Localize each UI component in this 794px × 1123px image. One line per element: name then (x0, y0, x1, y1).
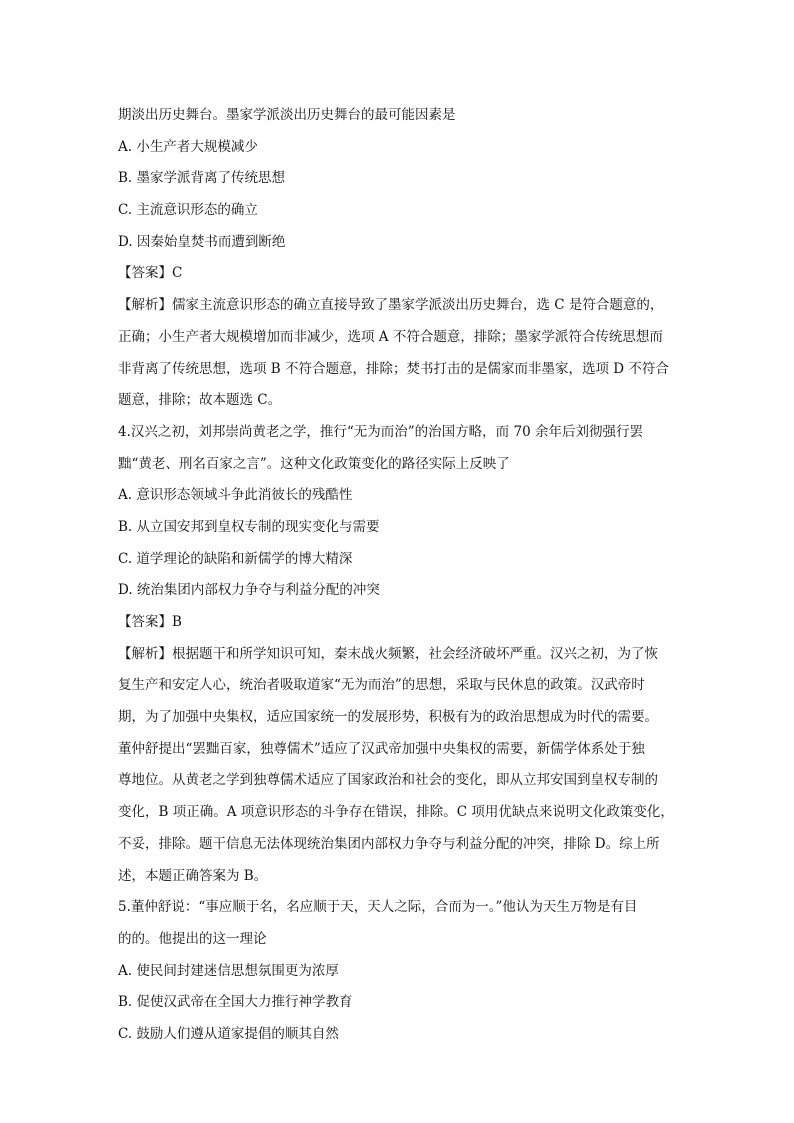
analysis-line: 述，本题正确答案为 B。 (118, 867, 268, 884)
document-page (118, 100, 678, 1051)
analysis-line: 期，为了加强中央集权，适应国家统一的发展形势，积极有为的政治思想成为时代的需要。 (118, 709, 658, 726)
option-c: C. 道学理论的缺陷和新儒学的博大精深 (118, 550, 353, 567)
option-b: B. 促使汉武帝在全国大力推行神学教育 (118, 994, 353, 1011)
analysis-line: 董仲舒提出“罢黜百家，独尊儒术”适应了汉武帝加强中央集权的需要，新儒学体系处于独 (118, 740, 645, 757)
option-c: C. 鼓励人们遵从道家提倡的顺其自然 (118, 1025, 339, 1042)
option-c: C. 主流意识形态的确立 (118, 202, 258, 219)
question-5-stem: 5.董仲舒说：“事应顺于名，名应顺于天，天人之际，合而为一。”他认为天生万物是有目 (118, 899, 638, 916)
analysis-line: 尊地位。从黄老之学到独尊儒术适应了国家政治和社会的变化，即从立邦安国到皇权专制的 (118, 772, 658, 789)
option-a: A. 使民间封建迷信思想氛围更为浓厚 (118, 962, 339, 979)
analysis-line: 不妥，排除。题干信息无法体现统治集团内部权力争夺与利益分配的冲突，排除 D。综上所 (118, 835, 660, 852)
option-d: D. 因秦始皇焚书而遭到断绝 (118, 233, 286, 250)
answer-line: 【答案】C (118, 265, 183, 282)
analysis-line: 复生产和安定人心，统治者吸取道家“无为而治”的思想，采取与民休息的政策。汉武帝时 (118, 677, 645, 694)
question-5-stem: 的的。他提出的这一理论 (118, 930, 267, 947)
analysis-line: 题意，排除；故本题选 C。 (118, 392, 282, 409)
analysis-line: 非背离了传统思想，选项 B 不符合题意，排除；焚书打击的是儒家而非墨家，选项 D 不符合 (118, 360, 669, 377)
question-4-stem: 4.汉兴之初，刘邦崇尚黄老之学，推行“无为而治”的治国方略，而 70 余年后刘彻强行罢 (118, 423, 643, 440)
option-a: A. 意识形态领域斗争此消彼长的残酷性 (118, 487, 353, 504)
option-b: B. 墨家学派背离了传统思想 (118, 170, 286, 187)
analysis-line: 正确；小生产者大规模增加而非减少，选项 A 不符合题意，排除；墨家学派符合传统思想而 (118, 328, 663, 345)
option-a: A. 小生产者大规模减少 (118, 138, 258, 155)
analysis-line: 变化，B 项正确。A 项意识形态的斗争存在错误，排除。C 项用优缺点来说明文化政策变化， (118, 804, 674, 821)
answer-line: 【答案】B (118, 614, 182, 630)
analysis-line: 【解析】根据题干和所学知识可知，秦末战火频繁，社会经济破坏严重。汉兴之初，为了恢 (118, 645, 658, 662)
text-line: 期淡出历史舞台。墨家学派淡出历史舞台的最可能因素是 (118, 107, 456, 123)
analysis-line: 【解析】儒家主流意识形态的确立直接导致了墨家学派淡出历史舞台，选 C 是符合题意的， (118, 297, 664, 314)
option-d: D. 统治集团内部权力争夺与利益分配的冲突 (118, 582, 380, 599)
question-4-stem: 黜“黄老、刑名百家之言”。这种文化政策变化的路径实际上反映了 (118, 455, 510, 472)
option-b: B. 从立国安邦到皇权专制的现实变化与需要 (118, 518, 380, 535)
